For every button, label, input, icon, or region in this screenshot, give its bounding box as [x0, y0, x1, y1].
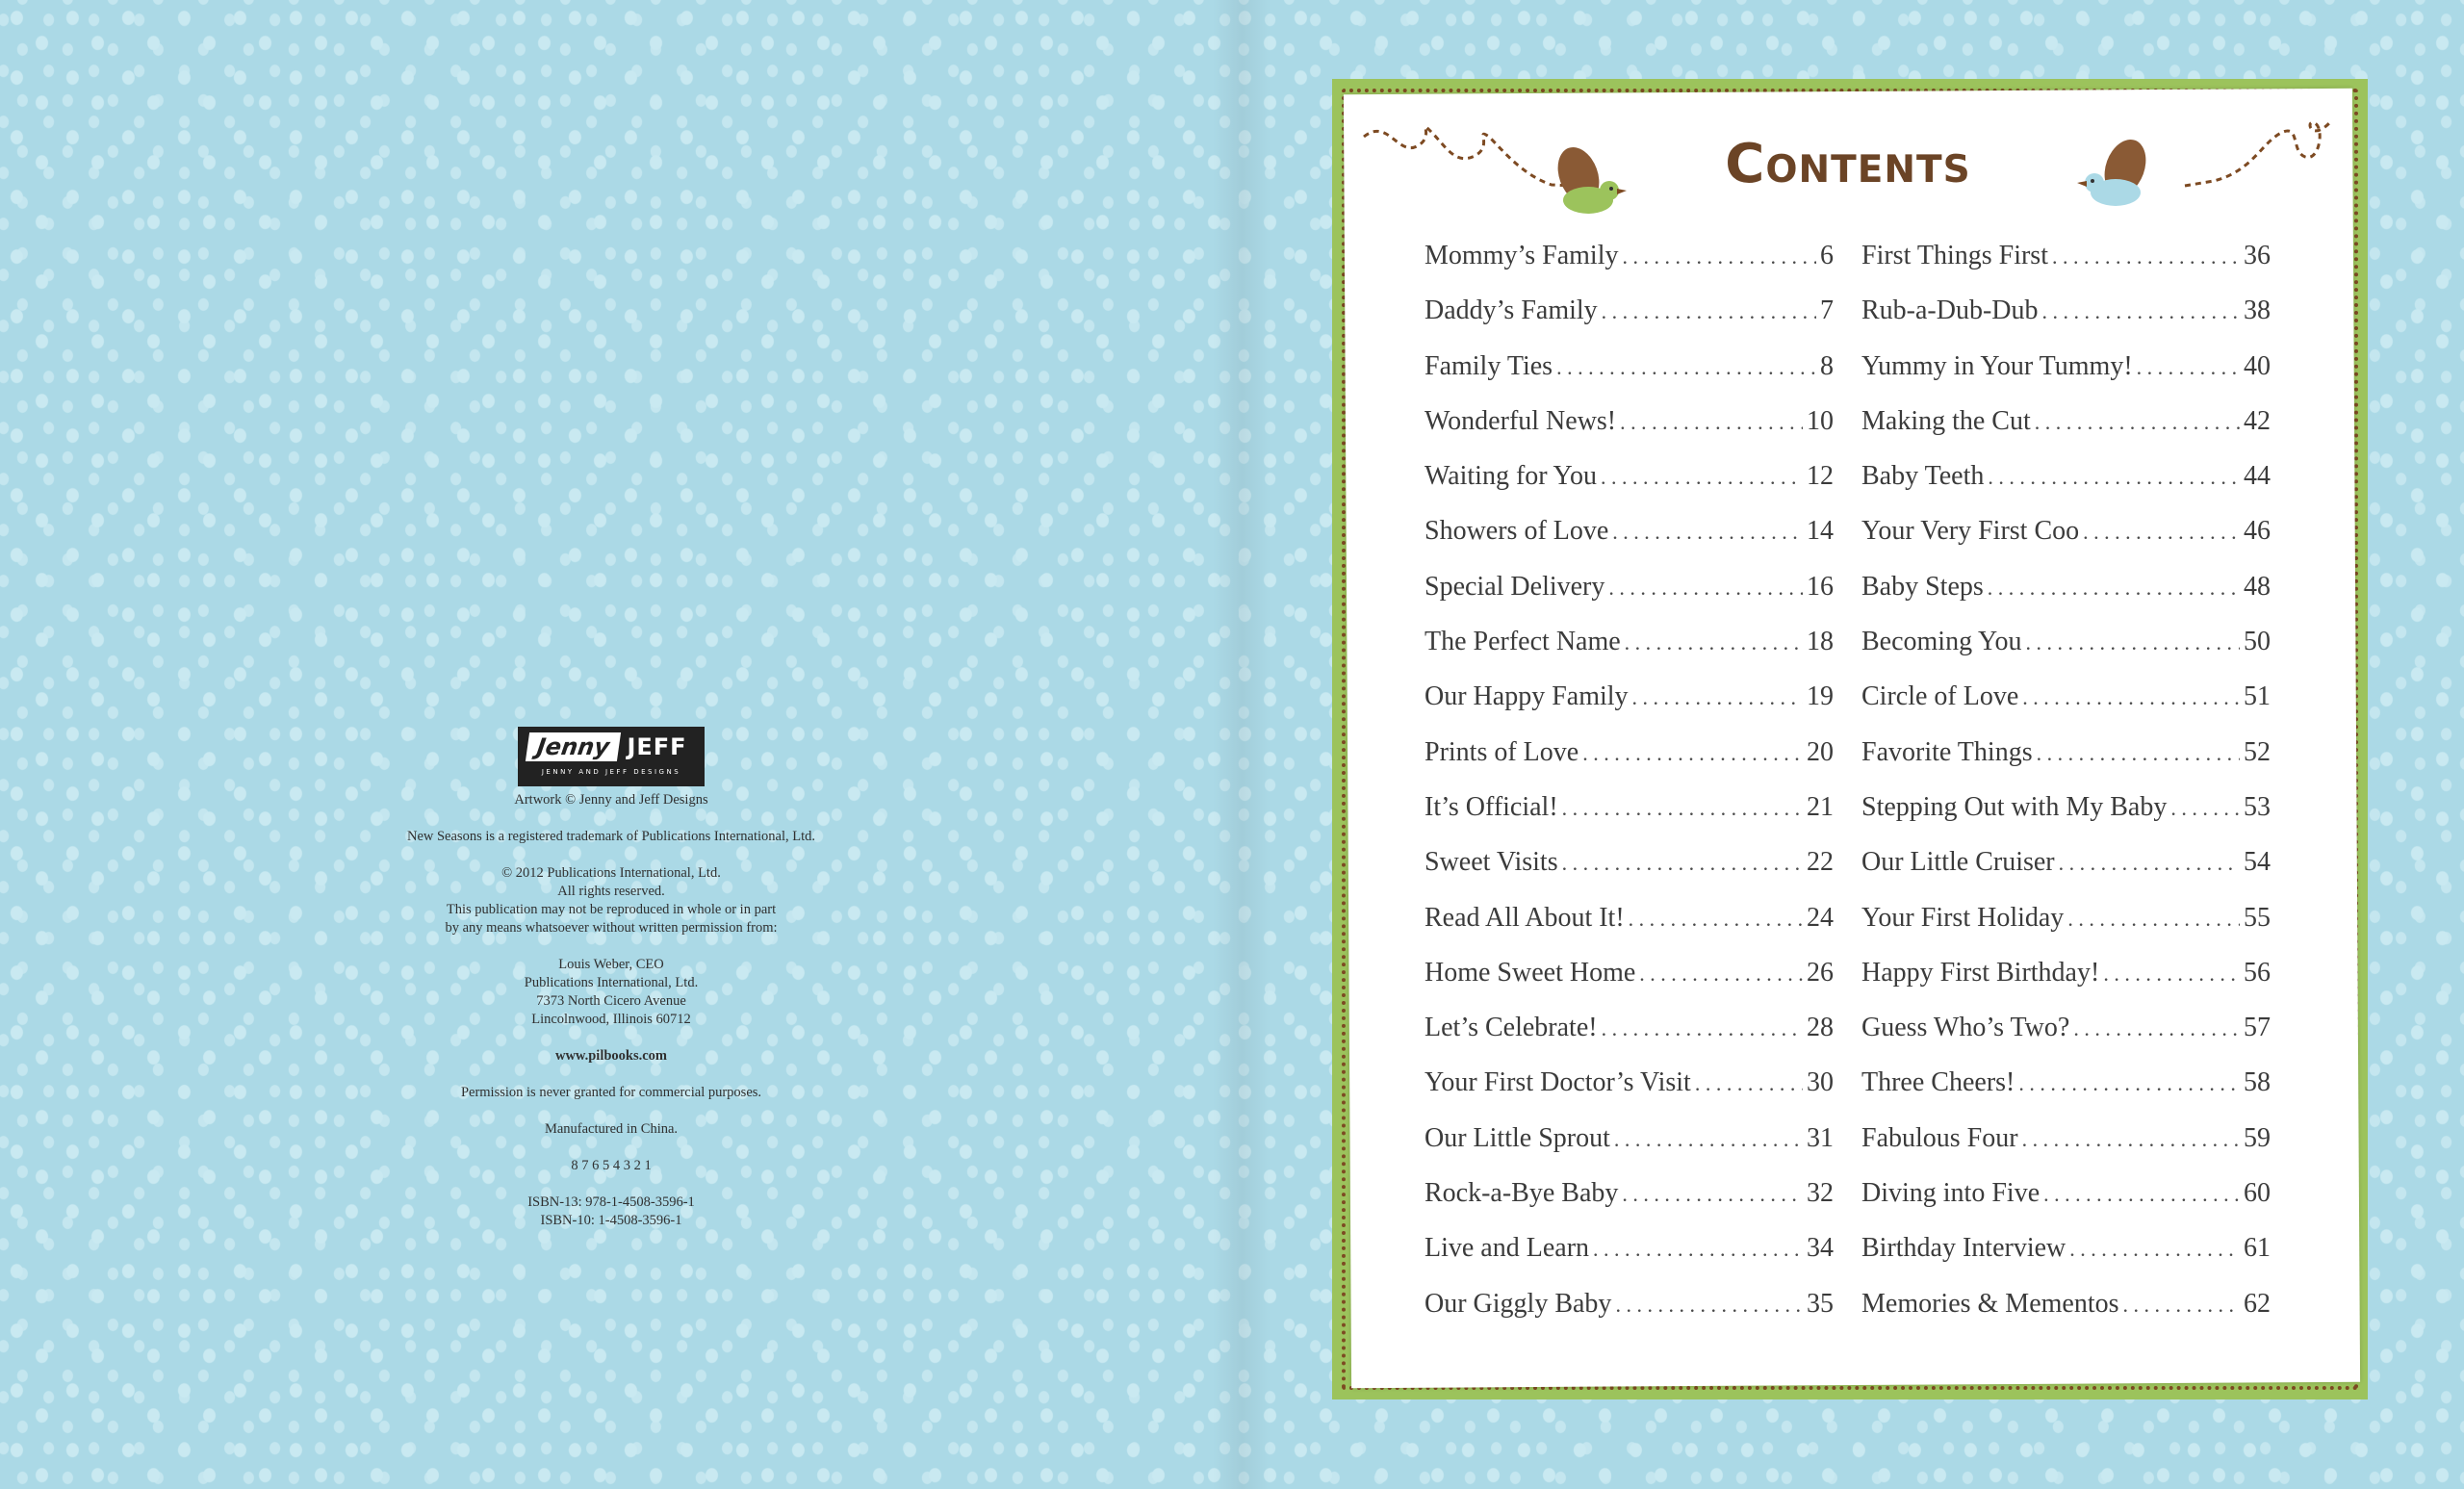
toc-entry[interactable]	[1424, 958, 1834, 1013]
logo-jeff: JEFF	[627, 733, 687, 760]
toc-entry-page: 31	[1807, 1122, 1834, 1153]
toc-entry-page: 16	[1807, 571, 1834, 602]
toc-entry-title: Prints of Love	[1424, 736, 1579, 767]
toc-entry-title: Birthday Interview	[1861, 1233, 2066, 1264]
toc-entry[interactable]	[1424, 295, 1834, 350]
toc-entry[interactable]	[1861, 627, 2271, 681]
toc-entry-title: Mommy’s Family	[1424, 241, 1619, 270]
toc-entry-page: 50	[2244, 627, 2271, 657]
toc-entry-page: 44	[2244, 461, 2271, 492]
dot-leader	[2037, 741, 2240, 766]
toc-entry-title: Baby Steps	[1861, 571, 1984, 602]
dot-leader	[2083, 520, 2240, 545]
address-line: Lincolnwood, Illinois 60712	[531, 1012, 691, 1027]
toc-entry-title: Memories & Mementos	[1861, 1288, 2119, 1319]
toc-entry-page: 28	[1807, 1013, 1834, 1043]
toc-entry-title: Baby Teeth	[1861, 461, 1985, 492]
toc-entry[interactable]	[1424, 737, 1834, 792]
dot-leader	[2043, 1182, 2240, 1207]
dot-leader	[1556, 355, 1816, 380]
toc-entry[interactable]	[1861, 1289, 2271, 1344]
toc-entry-page: 40	[2244, 350, 2271, 381]
dot-leader	[1593, 1237, 1803, 1262]
dot-leader	[2022, 1127, 2240, 1152]
toc-entry-title: Our Happy Family	[1424, 681, 1629, 712]
toc-left-column	[1424, 241, 1834, 1344]
toc-entry[interactable]	[1861, 1123, 2271, 1178]
toc-entry-page: 52	[2244, 736, 2271, 767]
dot-leader	[1622, 1182, 1803, 1207]
dot-leader	[2042, 299, 2240, 324]
toc-entry[interactable]	[1861, 406, 2271, 461]
toc-entry-page: 12	[1807, 461, 1834, 492]
reproduction-line-2: by any means whatsoever without written permission from:	[445, 920, 778, 936]
toc-entry-page: 62	[2244, 1288, 2271, 1319]
toc-entry-page: 34	[1807, 1233, 1834, 1264]
dot-leader	[2059, 851, 2240, 876]
toc-entry-page: 24	[1807, 902, 1834, 933]
toc-entry-page: 22	[1807, 847, 1834, 878]
toc-entry-page: 59	[2244, 1122, 2271, 1153]
toc-entry[interactable]	[1424, 792, 1834, 847]
toc-entry[interactable]	[1861, 295, 2271, 350]
toc-entry-title: Favorite Things	[1861, 736, 2033, 767]
toc-entry[interactable]	[1861, 1233, 2271, 1288]
toc-entry[interactable]	[1424, 627, 1834, 681]
toc-entry-title: Read All About It!	[1424, 902, 1625, 933]
toc-entry[interactable]	[1424, 1178, 1834, 1233]
toc-entry-title: Our Little Sprout	[1424, 1122, 1610, 1153]
toc-entry[interactable]	[1424, 351, 1834, 406]
dot-leader	[1562, 796, 1803, 821]
dot-leader	[1612, 520, 1803, 545]
toc-entry-title: Showers of Love	[1424, 516, 1609, 547]
toc-entry-page: 10	[1807, 405, 1834, 436]
toc-entry-page: 36	[2244, 241, 2271, 270]
toc-entry[interactable]	[1861, 681, 2271, 736]
toc-entry[interactable]	[1861, 737, 2271, 792]
toc-entry[interactable]	[1861, 241, 2271, 295]
toc-entry-page: 58	[2244, 1067, 2271, 1098]
manufactured-notice: Manufactured in China.	[544, 1121, 679, 1137]
toc-entry-page: 6	[1820, 241, 1834, 270]
dot-leader	[2052, 244, 2240, 270]
toc-entry-title: Your Very First Coo	[1861, 516, 2080, 547]
toc-entry-title: Wonderful News!	[1424, 405, 1617, 436]
toc-entry-title: First Things First	[1861, 241, 2048, 270]
dot-leader	[1615, 1293, 1803, 1318]
toc-entry-title: Stepping Out with My Baby	[1861, 791, 2168, 822]
toc-entry-title: Making the Cut	[1861, 405, 2031, 436]
toc-entry[interactable]	[1424, 1233, 1834, 1288]
toc-entry-title: The Perfect Name	[1424, 627, 1621, 657]
address-line: Louis Weber, CEO	[558, 957, 664, 972]
dot-leader	[2018, 1071, 2240, 1096]
copyright-line: © 2012 Publications International, Ltd.	[501, 865, 721, 881]
toc-entry[interactable]	[1861, 1067, 2271, 1122]
dot-leader	[1601, 465, 1803, 490]
toc-entry-page: 51	[2244, 681, 2271, 712]
toc-entry-page: 7	[1820, 295, 1834, 326]
toc-entry-title: Three Cheers!	[1861, 1067, 2015, 1098]
toc-entry-title: Sweet Visits	[1424, 847, 1558, 878]
toc-entry[interactable]	[1861, 572, 2271, 627]
permission-notice: Permission is never granted for commercial purposes.	[460, 1085, 762, 1100]
toc-entry-title: Rock-a-Bye Baby	[1424, 1178, 1619, 1209]
dot-leader	[1988, 576, 2240, 601]
logo-tagline: JENNY AND JEFF DESIGNS	[541, 768, 681, 776]
dot-leader	[1622, 244, 1816, 270]
copyright-page	[356, 727, 866, 1230]
toc-entry[interactable]	[1424, 572, 1834, 627]
toc-entry[interactable]	[1424, 241, 1834, 295]
toc-entry-title: Family Ties	[1424, 350, 1553, 381]
toc-entry[interactable]	[1424, 847, 1834, 902]
toc-entry-page: 30	[1807, 1067, 1834, 1098]
dot-leader	[1629, 907, 1803, 932]
toc-entry[interactable]	[1424, 1013, 1834, 1067]
toc-entry-page: 53	[2244, 791, 2271, 822]
isbn-10: ISBN-10: 1-4508-3596-1	[540, 1213, 682, 1228]
toc-entry-title: Our Little Cruiser	[1861, 847, 2055, 878]
toc-entry-title: Becoming You	[1861, 627, 2022, 657]
toc-entry-page: 21	[1807, 791, 1834, 822]
toc-entry-title: Happy First Birthday!	[1861, 957, 2100, 988]
toc-entry[interactable]	[1424, 406, 1834, 461]
toc-entry-page: 32	[1807, 1178, 1834, 1209]
dot-leader	[1602, 1016, 1803, 1041]
toc-entry-title: Special Delivery	[1424, 571, 1605, 602]
toc-entry-page: 19	[1807, 681, 1834, 712]
dot-leader	[1639, 962, 1803, 987]
toc-entry-page: 14	[1807, 516, 1834, 547]
rights-line: All rights reserved.	[557, 884, 665, 899]
dot-leader	[1625, 630, 1803, 655]
toc-entry[interactable]	[1861, 516, 2271, 571]
address-line: Publications International, Ltd.	[524, 975, 699, 990]
website-link[interactable]: www.pilbooks.com	[554, 1048, 668, 1064]
toc-entry[interactable]	[1424, 1289, 1834, 1344]
publisher-logo-wrap	[356, 727, 866, 786]
address-line: 7373 North Cicero Avenue	[536, 993, 686, 1009]
toc-right-column	[1861, 241, 2271, 1344]
dot-leader	[2123, 1293, 2240, 1318]
toc-entry-page: 57	[2244, 1013, 2271, 1043]
logo-jenny: Jenny	[526, 732, 621, 761]
toc-entry-page: 8	[1820, 350, 1834, 381]
toc-title: Contents	[1725, 133, 1971, 195]
toc-entry[interactable]	[1861, 958, 2271, 1013]
dot-leader	[1988, 465, 2240, 490]
dot-leader	[2103, 962, 2240, 987]
dot-leader	[2069, 1237, 2240, 1262]
toc-entry-title: Rub-a-Dub-Dub	[1861, 295, 2039, 326]
toc-entry-title: Diving into Five	[1861, 1178, 2040, 1209]
dotted-flight-path	[2185, 122, 2329, 186]
dot-leader	[2035, 410, 2240, 435]
dot-leader	[1614, 1127, 1803, 1152]
toc-entry-title: Your First Doctor’s Visit	[1424, 1067, 1691, 1098]
dot-leader	[2137, 355, 2240, 380]
toc-entry-title: Guess Who’s Two?	[1861, 1013, 2070, 1043]
toc-entry-page: 20	[1807, 736, 1834, 767]
toc-entry-page: 46	[2244, 516, 2271, 547]
dot-leader	[1620, 410, 1803, 435]
toc-entry[interactable]	[1424, 681, 1834, 736]
toc-entry[interactable]	[1424, 516, 1834, 571]
toc-entry-page: 55	[2244, 902, 2271, 933]
toc-entry-title: Live and Learn	[1424, 1233, 1590, 1264]
book-gutter	[1213, 0, 1270, 1489]
toc-entry-title: It’s Official!	[1424, 791, 1558, 822]
dot-leader	[1695, 1071, 1803, 1096]
toc-entry[interactable]	[1861, 1178, 2271, 1233]
toc-entry-title: Waiting for You	[1424, 461, 1597, 492]
toc-entry[interactable]	[1424, 903, 1834, 958]
toc-entry[interactable]	[1424, 1067, 1834, 1122]
toc-entry-title: Your First Holiday	[1861, 902, 2065, 933]
toc-entry-page: 61	[2244, 1233, 2271, 1264]
dot-leader	[2073, 1016, 2240, 1041]
dot-leader	[1632, 685, 1803, 710]
toc-entry[interactable]	[1861, 792, 2271, 847]
toc-entry-title: Our Giggly Baby	[1424, 1288, 1612, 1319]
dot-leader	[2170, 796, 2240, 821]
dot-leader	[2025, 630, 2240, 655]
toc-entry-title: Daddy’s Family	[1424, 295, 1598, 326]
jenny-and-jeff-logo	[518, 727, 704, 786]
reproduction-line-1: This publication may not be reproduced in whole or in part	[446, 902, 777, 917]
trademark-notice: New Seasons is a registered trademark of Publications International, Ltd.	[406, 829, 815, 844]
toc-entry[interactable]	[1424, 461, 1834, 516]
isbn-13: ISBN-13: 978-1-4508-3596-1	[527, 1194, 695, 1210]
toc-entry-page: 60	[2244, 1178, 2271, 1209]
printing-line: 8 7 6 5 4 3 2 1	[571, 1158, 652, 1173]
toc-entry[interactable]	[1861, 903, 2271, 958]
toc-entry-title: Fabulous Four	[1861, 1122, 2018, 1153]
toc-entry[interactable]	[1861, 351, 2271, 406]
toc-entry-page: 56	[2244, 957, 2271, 988]
dot-leader	[2067, 907, 2240, 932]
toc-entry-page: 35	[1807, 1288, 1834, 1319]
toc-entry-title: Circle of Love	[1861, 681, 2019, 712]
toc-entry[interactable]	[1861, 847, 2271, 902]
dot-leader	[1582, 741, 1803, 766]
toc-entry-title: Let’s Celebrate!	[1424, 1013, 1598, 1043]
dot-leader	[1602, 299, 1816, 324]
toc-entry[interactable]	[1424, 1123, 1834, 1178]
toc-entry-page: 18	[1807, 627, 1834, 657]
toc-entry-title: Yummy in Your Tummy!	[1861, 350, 2133, 381]
toc-entry-page: 48	[2244, 571, 2271, 602]
logo-wordmark	[527, 732, 694, 761]
toc-entry-page: 42	[2244, 405, 2271, 436]
toc-entry-page: 26	[1807, 957, 1834, 988]
toc-entry-page: 54	[2244, 847, 2271, 878]
toc-entry-page: 38	[2244, 295, 2271, 326]
toc-entry[interactable]	[1861, 461, 2271, 516]
artwork-credit: Artwork © Jenny and Jeff Designs	[514, 792, 708, 808]
toc-entry[interactable]	[1861, 1013, 2271, 1067]
dot-leader	[2022, 685, 2240, 710]
dot-leader	[1562, 851, 1803, 876]
toc-entry-title: Home Sweet Home	[1424, 957, 1636, 988]
dot-leader	[1608, 576, 1803, 601]
